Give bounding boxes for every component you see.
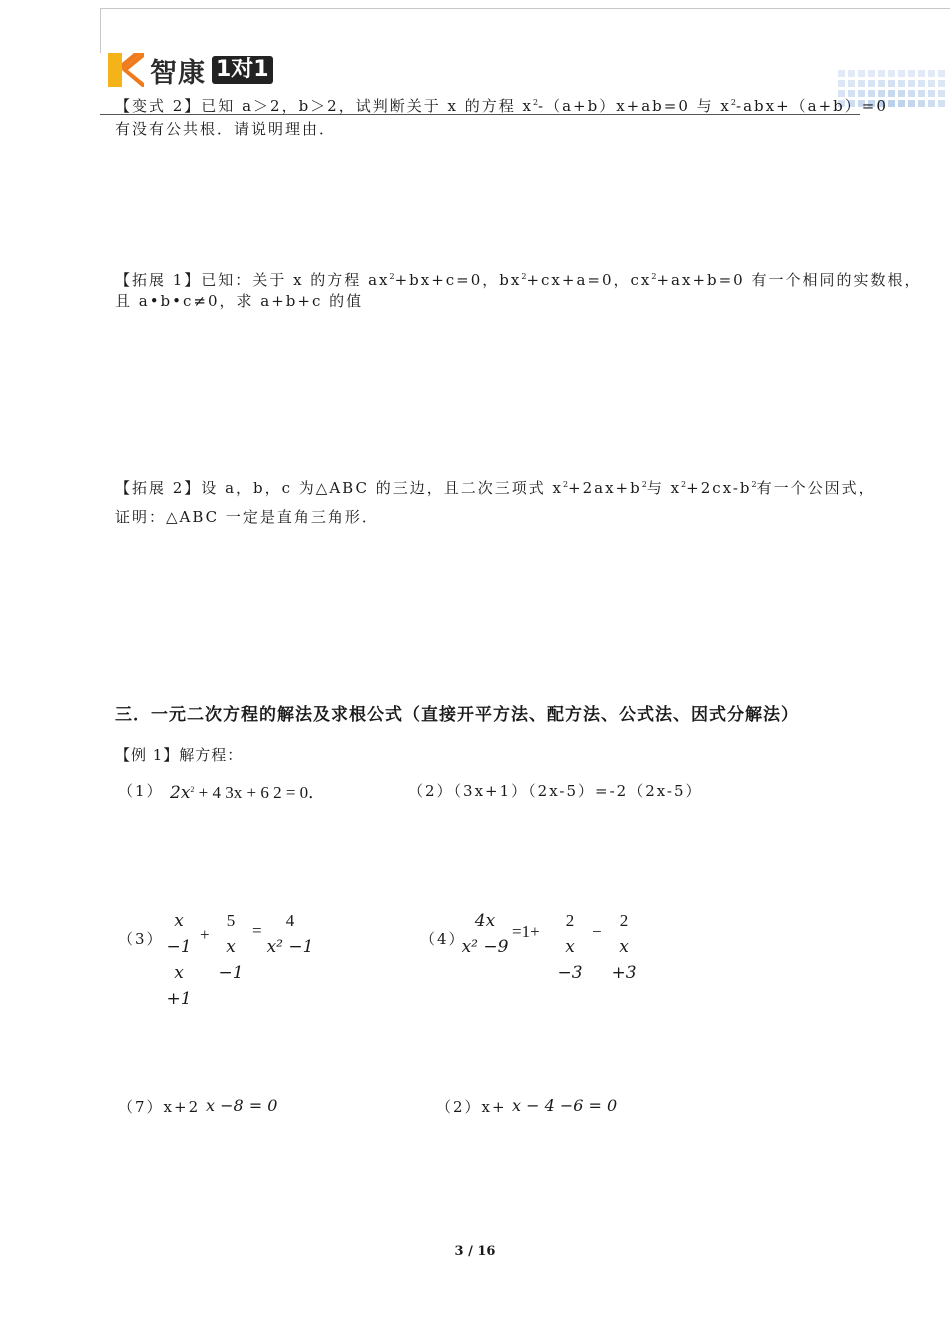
decorative-dot [918,70,925,77]
decorative-dot [918,90,925,97]
q4-fraction-2: 2 x −3 [557,911,583,983]
variant2-line2: 有没有公共根．请说明理由． [115,120,337,138]
decorative-dot [908,70,915,77]
q7-equation: x −8 = 0 [206,1096,278,1115]
page-number: 3 / 16 [454,1244,496,1259]
q8-equation: x − 4 −6 = 0 [512,1096,618,1115]
q2-equation: （2）（3x+1）（2x-5）=-2（2x-5） [408,782,703,800]
decorative-dot [928,90,935,97]
decorative-dot [888,70,895,77]
brand-k-icon [108,53,144,87]
section-title: 三．一元二次方程的解法及求根公式（直接开平方法、配方法、公式法、因式分解法） [115,705,799,725]
q3-equals: = [252,921,262,940]
header-rule [100,8,950,9]
decorative-dot [938,100,945,107]
q3-fraction-2: 5 x −1 [218,911,244,983]
decorative-dot [858,70,865,77]
decorative-dot [878,80,885,87]
decorative-dot [898,90,905,97]
decorative-dot [838,80,845,87]
decorative-dot [898,70,905,77]
example1-label: 【例 1】解方程： [115,746,244,764]
decorative-dot [848,80,855,87]
decorative-dot [888,80,895,87]
q3-label: （3） [118,930,164,948]
q4-minus: − [592,922,602,941]
decorative-dot [928,100,935,107]
q1-equation: $2x^2 + 4$ 3x + 6 2 = 0． [170,783,326,803]
decorative-dot [928,80,935,87]
extension2-line2: 证明：△ABC 一定是直角三角形． [115,508,379,526]
decorative-dot [938,80,945,87]
decorative-dot [918,100,925,107]
decorative-dot [888,100,895,107]
q3-fraction-3: 4 x² −1 [266,911,314,957]
q3-plus: + [200,925,210,944]
decorative-dot [938,70,945,77]
decorative-dot [838,70,845,77]
q4-label: （4） [420,930,466,948]
decorative-dot [868,80,875,87]
q1-label: （1） [118,782,164,800]
decorative-dot [858,80,865,87]
decorative-dot [928,70,935,77]
decorative-dot [868,70,875,77]
q4-fraction-3: 2 x +3 [611,911,637,983]
extension1-line2: 且 a•b•c≠0，求 a+b+c 的值 [115,292,364,310]
q7-label: （7）x+2 [118,1098,201,1116]
decorative-dot [878,70,885,77]
decorative-dot [908,90,915,97]
q8-label: （2）x+ [436,1098,507,1116]
q4-fraction-1: 4x x² −9 [461,911,509,957]
decorative-dot [918,80,925,87]
header-vertical-rule [100,8,101,53]
variant2-line1: 【变式 2】已知 a＞2，b＞2，试判断关于 x 的方程 $x^2-(a+b)x+ab=0$ 与 $x^2-abx+(a+b)=0$ [115,97,888,115]
decorative-dot [908,100,915,107]
brand-logo [108,52,273,88]
q4-equals-one-plus: =1+ [512,922,540,941]
decorative-dot [888,90,895,97]
brand-badge: 1对1 [212,56,273,84]
decorative-dot [908,80,915,87]
decorative-dot [898,80,905,87]
decorative-dot [848,70,855,77]
extension1-line1: 【拓展 1】已知：关于 x 的方程 $ax^2+bx+c=0$，$bx^2+cx+a=0$，$cx^2+ax+b=0$ 有一个相同的实数根， [115,271,922,289]
decorative-dot [898,100,905,107]
extension2-line1: 【拓展 2】设 a，b，c 为△ABC 的三边，且二次三项式 $x^2+2ax+b^2$与 $x^2+2cx-b^2$有一个公因式， [115,479,876,497]
q3-fraction-1: x −1 x +1 [166,911,192,1009]
decorative-dot [938,90,945,97]
brand-name: 智康 [150,57,206,89]
